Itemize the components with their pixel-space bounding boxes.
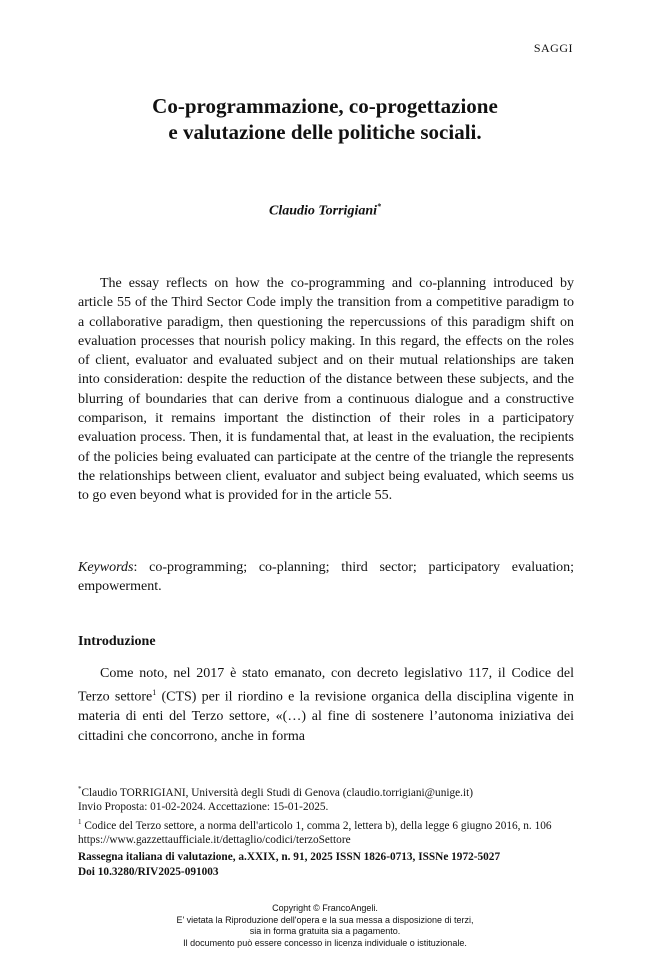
section-tag: SAGGI (533, 41, 573, 55)
author-footnote-text: Claudio TORRIGIANI, Università degli Studi di Genova (claudio.torrigiani@unige.it) (81, 786, 474, 799)
section-heading-introduzione: Introduzione (78, 634, 156, 649)
copyright-notice (60, 903, 590, 949)
author-footnote (78, 782, 578, 800)
copyright-line-1: Copyright © FrancoAngeli. (272, 903, 378, 913)
footnotes (78, 782, 578, 848)
copyright-line-2: E' vietata la Riproduzione dell'opera e la sua messa a disposizione di terzi, (176, 914, 474, 925)
intro-text-1: Come noto, nel 2017 è stato emanato, con decreto legislativo 117, il Codice del Terzo settore (78, 666, 574, 705)
keywords-label: Keywords (78, 560, 134, 575)
copyright-line-4: Il documento può essere concesso in licenza individuale o istituzionale. (183, 937, 467, 948)
footnote-1 (78, 815, 578, 848)
author-footnote-mark-note: * (78, 785, 82, 793)
footnote-ref-1[interactable]: 1 (152, 688, 157, 698)
keywords (78, 558, 574, 597)
keywords-text: : co-programming; co-planning; third sector; participatory evaluation; empowerment. (78, 560, 574, 595)
author-text: Claudio Torrigiani (268, 203, 378, 219)
abstract: The essay reflects on how the co-programming and co-planning introduced by article 55 of the Third Sector Code imply the transition from a competitive paradigm to a collaborative paradigm, then questioning the repercussions of this paradigm shift on evaluation processes that nourish policy making. In this regard, the effects on the roles of client, evaluator and evaluated subject and on their mutual relationships are taken into consideration: despite the reduction of the distance between these subjects, and the blurring of boundaries that can derive from a continuous dialogue and a constructive comparison, it remains important the distinction of their roles in a participatory evaluation process. Then, it is fundamental that, at least in the evaluation, the recipients of the policies being evaluated can participate at the centre of the triangle the represents the relationships between client, evaluator and subject being evaluated, which seems us to go even beyond what is provided for in the article 55. (78, 276, 574, 504)
intro-text-2: (CTS) per il riordino e la revisione organica della disciplina vigente in materia di enti del Terzo settore, «(…) al fine di sostenere l’autonoma iniziativa dei cittadini che concorrono, anche in forma (78, 689, 575, 744)
footnote-1-text: Codice del Terzo settore, a norma dell'articolo 1, comma 2, lettera b), della legge 6 giugno 2016, n. 106 https://www.gazzettaufficiale.it/dettaglio/codici/terzoSettore (78, 819, 552, 847)
intro-paragraph (78, 664, 574, 746)
title-line-2: e valutazione delle politiche sociali. (168, 120, 482, 144)
submission-dates: Invio Proposta: 01-02-2024. Accettazione: 15-01-2025. (78, 801, 329, 814)
footnote-1-mark: 1 (78, 817, 82, 826)
article-title (60, 93, 590, 145)
journal-citation (78, 850, 578, 880)
journal-doi: Doi 10.3280/RIV2025-091003 (78, 866, 219, 878)
author-footnote-mark: * (377, 202, 382, 211)
copyright-line-3: sia in forma gratuita sia a pagamento. (249, 926, 401, 936)
journal-issn: Rassegna italiana di valutazione, a.XXIX, n. 91, 2025 ISSN 1826-0713, ISSNe 1972-5027 (78, 851, 501, 863)
author-name (60, 202, 590, 220)
title-line-1: Co-programmazione, co-progettazione (152, 94, 498, 118)
